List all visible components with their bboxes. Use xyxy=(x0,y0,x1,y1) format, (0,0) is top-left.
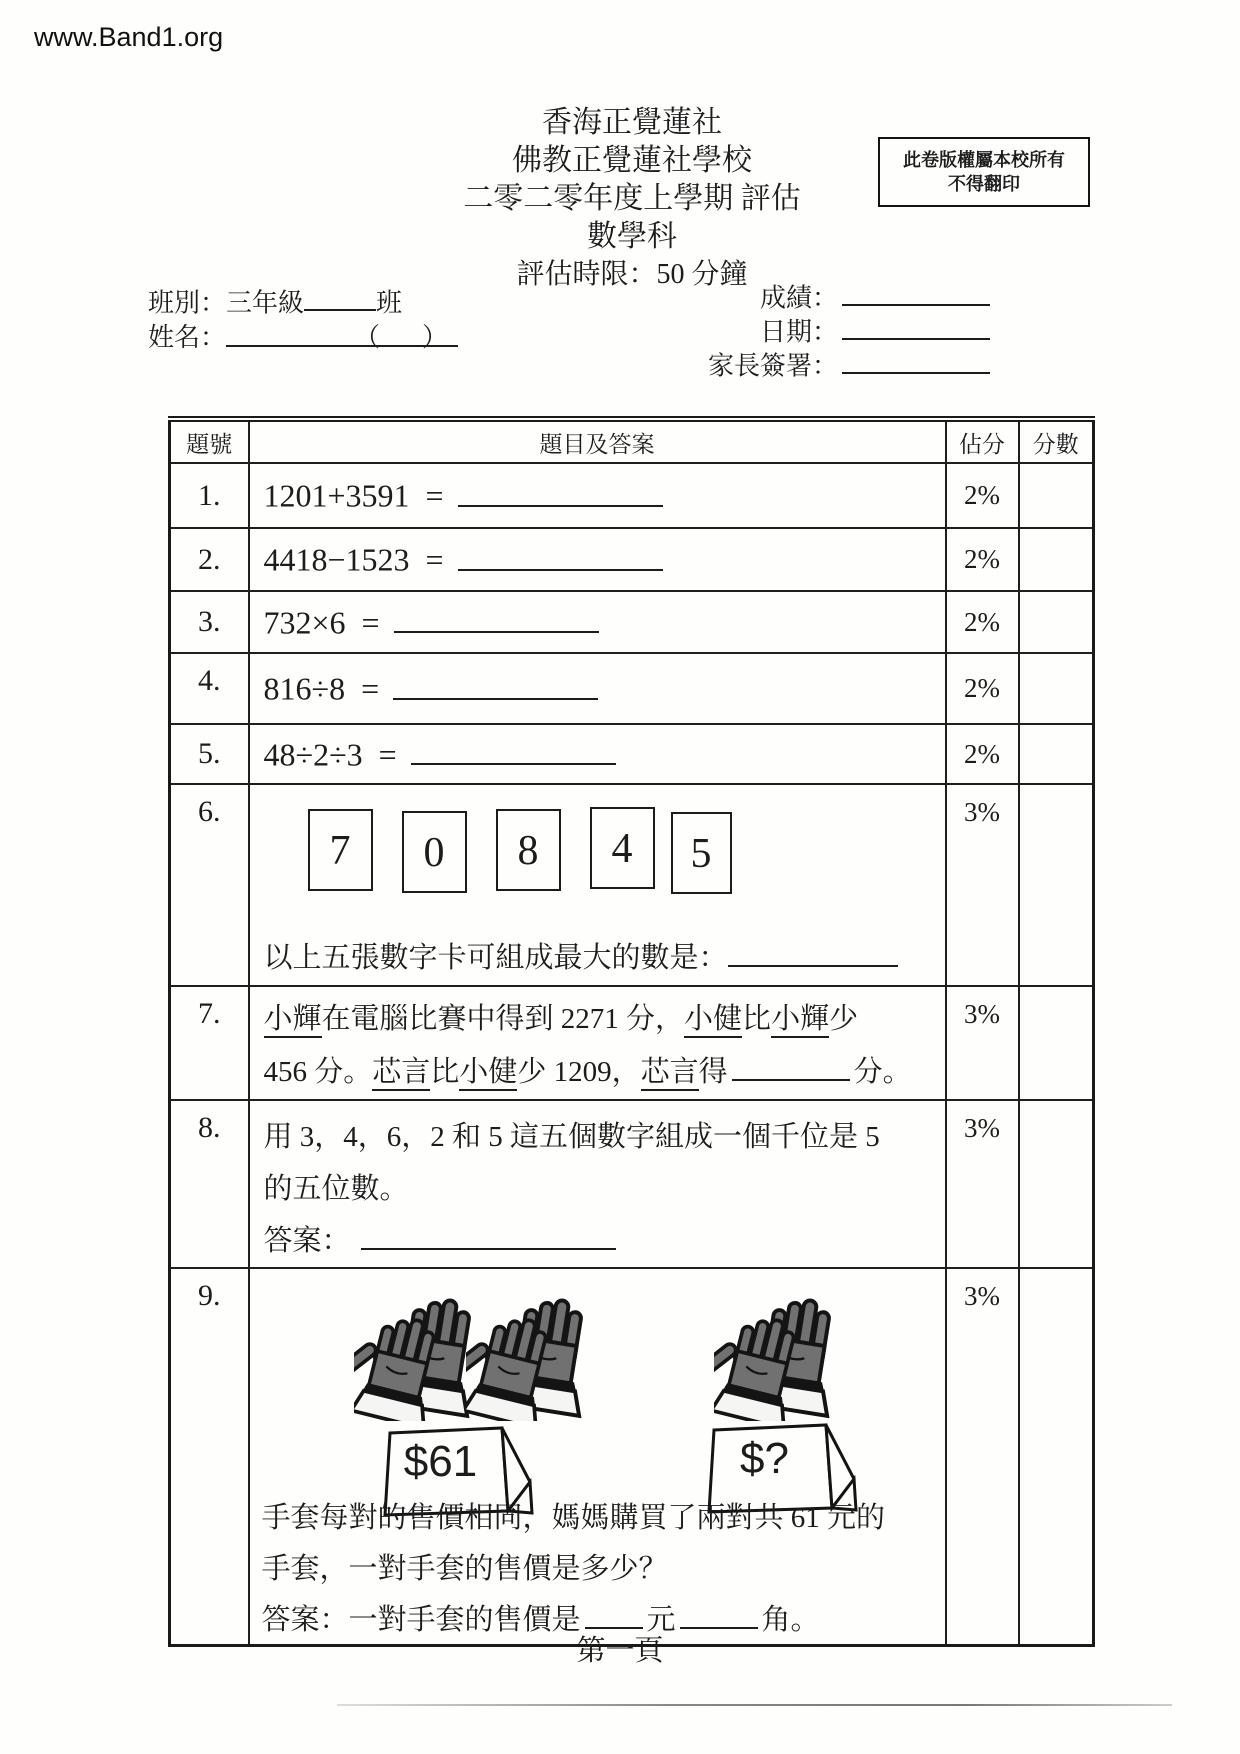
number-card: 0 xyxy=(402,811,467,893)
header-question-answer: 題目及答案 xyxy=(249,419,946,463)
underlined-name: 芯言 xyxy=(641,1056,699,1091)
date-row xyxy=(600,313,990,347)
question-text-line2: 的五位數。 xyxy=(263,1173,409,1205)
answer-blank xyxy=(458,540,663,570)
underlined-name: 小輝 xyxy=(771,1003,829,1038)
gloves-pair-icon xyxy=(714,1289,834,1421)
score-label: 成績： xyxy=(759,283,838,313)
time-limit: 評估時限：50 分鐘 xyxy=(516,259,748,290)
number-card: 7 xyxy=(308,809,373,891)
question-number: 9. xyxy=(170,1268,249,1645)
gloves-pair-icon xyxy=(354,1289,474,1421)
equation-text: 1201+3591 = xyxy=(263,477,444,514)
date-blank xyxy=(842,313,990,340)
price-text: $? xyxy=(740,1434,789,1483)
question-row-4 xyxy=(170,653,1094,724)
site-watermark: www.Band1.org xyxy=(34,22,224,52)
text-segment: 分。 xyxy=(853,1056,912,1088)
underlined-name: 小健 xyxy=(684,1003,742,1038)
underlined-name: 小健 xyxy=(459,1056,517,1091)
question-content xyxy=(249,784,946,986)
marks-value: 2% xyxy=(946,463,1019,528)
question-text-line1 xyxy=(264,993,929,1046)
equation-text: 48÷2÷3 = xyxy=(263,736,397,773)
question-number: 7. xyxy=(170,986,249,1100)
answer-blank xyxy=(393,669,598,699)
score-cell xyxy=(1019,591,1094,653)
answer-blank-cents xyxy=(680,1599,758,1629)
question-row-5 xyxy=(170,724,1094,784)
question-text xyxy=(262,1493,942,1646)
name-row xyxy=(148,320,458,356)
unit-cent: 角。 xyxy=(761,1604,820,1636)
table-header-row xyxy=(170,419,1094,463)
name-label: 姓名： xyxy=(148,323,227,352)
copyright-line1: 此卷版權屬本校所有 xyxy=(903,150,1065,170)
class-unit: 班 xyxy=(376,288,403,318)
text-segment: 少 xyxy=(829,1003,859,1035)
underlined-name: 芯言 xyxy=(372,1056,430,1091)
price-tag-right xyxy=(706,1422,866,1502)
text-segment: 比 xyxy=(742,1003,772,1035)
question-row-3 xyxy=(170,591,1094,653)
page-number: 第一頁 xyxy=(576,1635,664,1667)
question-prompt xyxy=(264,935,945,976)
question-content xyxy=(249,528,946,591)
class-number-parentheses: （ ） xyxy=(354,323,457,352)
question-text-line2: 手套，一對手套的售價是多少？ xyxy=(261,1553,668,1585)
score-cell xyxy=(1019,1100,1094,1268)
text-segment: 比 xyxy=(430,1056,460,1088)
prompt-text: 以上五張數字卡可組成最大的數是： xyxy=(263,942,728,974)
price-text: $61 xyxy=(403,1437,478,1486)
marks-value: 3% xyxy=(946,1268,1019,1645)
number-cards xyxy=(264,809,945,891)
class-blank xyxy=(304,284,376,311)
copyright-box xyxy=(878,137,1090,207)
school-name: 佛教正覺蓮社學校 xyxy=(512,144,752,177)
header-score: 分數 xyxy=(1019,419,1094,463)
parent-signature-blank xyxy=(842,347,990,374)
organization-name: 香海正覺蓮社 xyxy=(542,106,722,139)
answer-blank-dollars xyxy=(585,1599,643,1629)
equation-text: 732×6 = xyxy=(263,604,380,641)
text-segment: 少 1209， xyxy=(517,1056,641,1088)
scan-artifact-line xyxy=(337,1704,1172,1706)
parent-signature-row xyxy=(600,347,990,381)
marks-value: 3% xyxy=(946,1100,1019,1268)
question-text-line2 xyxy=(264,1046,929,1099)
question-number: 5. xyxy=(170,724,249,784)
question-text-line1: 用 3，4，6，2 和 5 這五個數字組成一個千位是 5 xyxy=(263,1121,880,1153)
header-weight: 佔分 xyxy=(946,419,1019,463)
gloves-pair-icon xyxy=(466,1289,586,1421)
question-row-1 xyxy=(170,463,1094,528)
text-segment: 在電腦比賽中得到 2271 分， xyxy=(321,1003,685,1035)
marks-value: 3% xyxy=(946,784,1019,986)
answer-blank xyxy=(394,603,599,633)
class-label: 班別：三年級 xyxy=(148,288,305,318)
equation-text: 816÷8 = xyxy=(263,670,380,707)
score-cell xyxy=(1019,653,1094,724)
student-info-left xyxy=(148,284,458,356)
student-info-right xyxy=(600,279,990,381)
question-table xyxy=(168,416,1095,1647)
question-content xyxy=(249,591,946,653)
score-row xyxy=(600,279,990,313)
marks-value: 2% xyxy=(946,528,1019,591)
question-number: 3. xyxy=(170,591,249,653)
question-number: 1. xyxy=(170,463,249,528)
question-number: 8. xyxy=(170,1100,249,1268)
score-blank xyxy=(842,279,990,306)
date-label: 日期： xyxy=(759,317,838,347)
term-title: 二零二零年度上學期 評估 xyxy=(463,182,801,215)
answer-blank xyxy=(732,1051,850,1081)
number-card: 8 xyxy=(496,809,561,891)
question-number: 4. xyxy=(170,653,249,724)
question-row-7 xyxy=(170,986,1094,1100)
score-cell xyxy=(1019,784,1094,986)
score-cell xyxy=(1019,986,1094,1100)
text-segment: 得 xyxy=(698,1056,728,1088)
header-question-no: 題號 xyxy=(170,419,249,463)
question-content xyxy=(249,1100,946,1268)
answer-blank xyxy=(361,1220,616,1250)
marks-value: 2% xyxy=(946,724,1019,784)
score-cell xyxy=(1019,1268,1094,1645)
question-content xyxy=(249,1268,946,1645)
number-card: 4 xyxy=(590,807,655,889)
name-blank xyxy=(226,320,458,352)
question-text-line1: 手套每對的售價相同，媽媽購買了兩對共 61 元的 xyxy=(261,1502,886,1534)
score-cell xyxy=(1019,724,1094,784)
score-cell xyxy=(1019,528,1094,591)
parent-signature-label: 家長簽署： xyxy=(707,351,838,381)
subject-title: 數學科 xyxy=(587,220,677,253)
underlined-name: 小輝 xyxy=(264,1003,322,1038)
question-content xyxy=(249,986,946,1100)
answer-blank xyxy=(728,937,898,967)
equation-text: 4418−1523 = xyxy=(263,541,444,578)
question-row-8 xyxy=(170,1100,1094,1268)
copyright-line2: 不得翻印 xyxy=(948,174,1020,194)
answer-blank xyxy=(458,476,663,506)
number-card: 5 xyxy=(671,812,732,894)
marks-value: 3% xyxy=(946,986,1019,1100)
question-content xyxy=(249,463,946,528)
answer-label: 答案： xyxy=(263,1225,351,1257)
answer-blank xyxy=(411,735,616,765)
unit-dollar: 元 xyxy=(646,1604,676,1636)
question-number: 2. xyxy=(170,528,249,591)
answer-line xyxy=(264,1215,929,1267)
answer-label: 答案：一對手套的售價是 xyxy=(261,1604,581,1636)
class-row xyxy=(148,284,458,320)
score-cell xyxy=(1019,463,1094,528)
question-number: 6. xyxy=(170,784,249,986)
question-content xyxy=(249,653,946,724)
marks-value: 2% xyxy=(946,591,1019,653)
question-row-9 xyxy=(170,1268,1094,1645)
marks-value: 2% xyxy=(946,653,1019,724)
question-row-2 xyxy=(170,528,1094,591)
question-row-6 xyxy=(170,784,1094,986)
paper-header xyxy=(312,104,952,294)
text-segment: 456 分。 xyxy=(263,1056,373,1088)
question-content xyxy=(249,724,946,784)
